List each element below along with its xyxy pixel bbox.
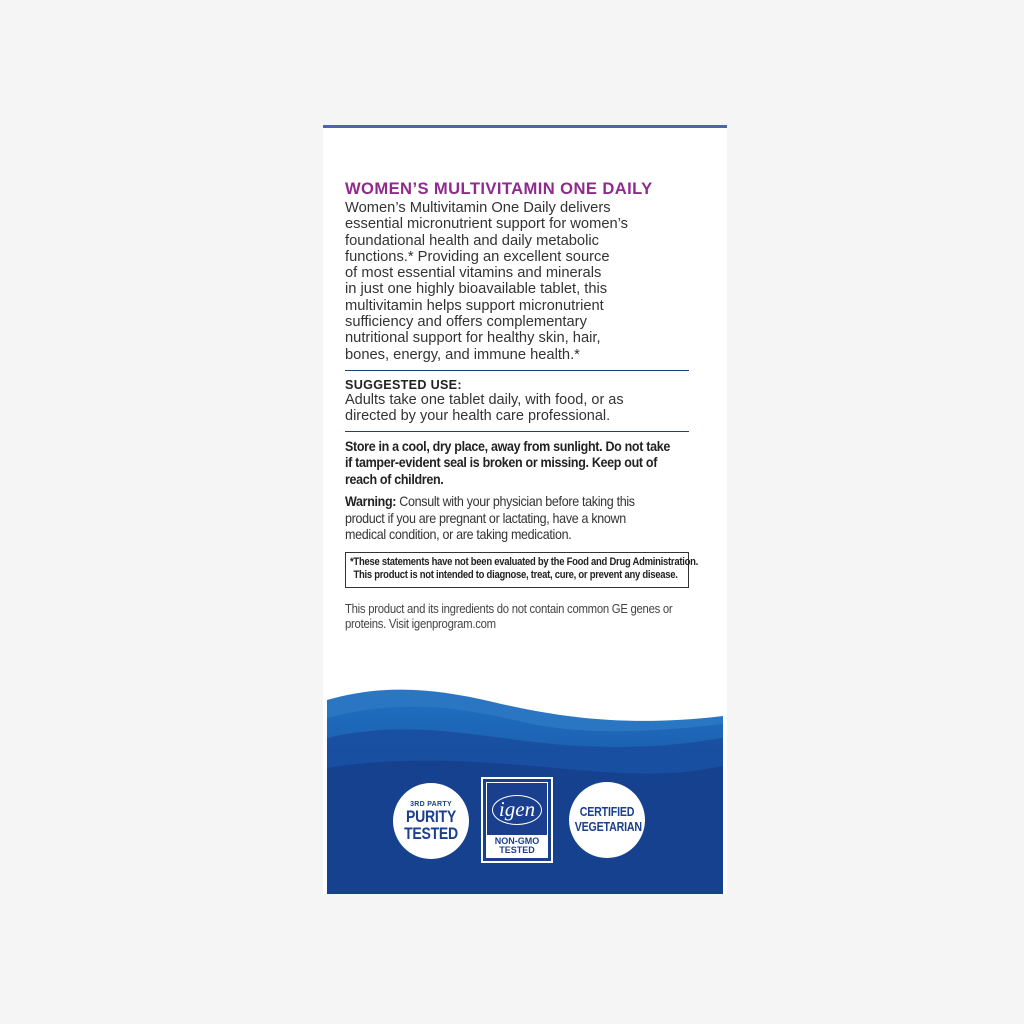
igen-label: [487, 835, 547, 857]
description-line: bones, energy, and immune health.*: [345, 346, 580, 363]
suggested-use-text: [345, 392, 690, 424]
description-line: functions.* Providing an excellent source: [345, 248, 610, 265]
badge-small-text: 3RD PARTY: [410, 801, 452, 808]
warning-line: [345, 494, 690, 511]
igen-label-line: NON-GMO: [494, 835, 540, 846]
igen-logo: igen: [492, 795, 542, 825]
product-description: [345, 200, 690, 363]
description-line: in just one highly bioavailable tablet, this: [345, 281, 608, 298]
description-line: multivitamin helps support micronutrient: [345, 297, 604, 314]
fda-line: *These statements have not been evaluated by the Food and Drug Administration.: [350, 555, 699, 568]
warning-line-text: Consult with your physician before taking this: [396, 494, 635, 510]
label-content: [345, 179, 699, 633]
description-line: nutritional support for healthy skin, hair,: [345, 330, 601, 347]
description-line: foundational health and daily metabolic: [345, 232, 599, 249]
igen-badge: [481, 777, 553, 863]
storage-line: if tamper-evident seal is broken or missing. Keep out of: [345, 455, 658, 471]
warning-line: medical condition, or are taking medication.: [345, 527, 572, 543]
storage-line: Store in a cool, dry place, away from sunlight. Do not take: [345, 438, 671, 454]
fda-line: This product is not intended to diagnose, treat, cure, or prevent any disease.: [353, 569, 678, 582]
product-title: WOMEN’S MULTIVITAMIN ONE DAILY: [345, 179, 653, 198]
warning-line: product if you are pregnant or lactating, have a known: [345, 510, 626, 526]
description-line: of most essential vitamins and minerals: [345, 265, 602, 282]
badge-text: VEGETARIAN: [574, 819, 642, 834]
badge-text: CERTIFIED: [579, 805, 635, 819]
description-line: essential micronutrient support for women’s: [345, 216, 628, 233]
warning-text: [345, 494, 690, 544]
description-line: Women’s Multivitamin One Daily delivers: [345, 200, 611, 216]
warning-label: Warning:: [345, 494, 397, 510]
igen-statement: [345, 602, 687, 633]
storage-line: reach of children.: [345, 471, 444, 487]
igen-line: This product and its ingredients do not contain common GE genes or: [345, 601, 673, 616]
suggested-use-heading: SUGGESTED USE:: [345, 377, 462, 392]
wave-footer: [323, 688, 727, 894]
badge-text: PURITY: [406, 808, 456, 826]
description-line: sufficiency and offers complementary: [345, 314, 587, 331]
certified-vegetarian-badge: [569, 782, 645, 858]
badge-text: TESTED: [404, 825, 458, 843]
section-divider: [345, 431, 689, 432]
purity-tested-badge: [393, 783, 469, 859]
suggested-use-line: directed by your health care professional.: [345, 407, 611, 424]
product-panel: [323, 125, 727, 894]
fda-disclaimer-box: [345, 552, 699, 588]
igen-label-line: TESTED: [499, 845, 535, 855]
storage-instructions: [345, 439, 690, 489]
igen-line: proteins. Visit igenprogram.com: [345, 617, 496, 632]
section-divider: [345, 370, 689, 371]
suggested-use-line: Adults take one tablet daily, with food, or as: [345, 391, 624, 408]
